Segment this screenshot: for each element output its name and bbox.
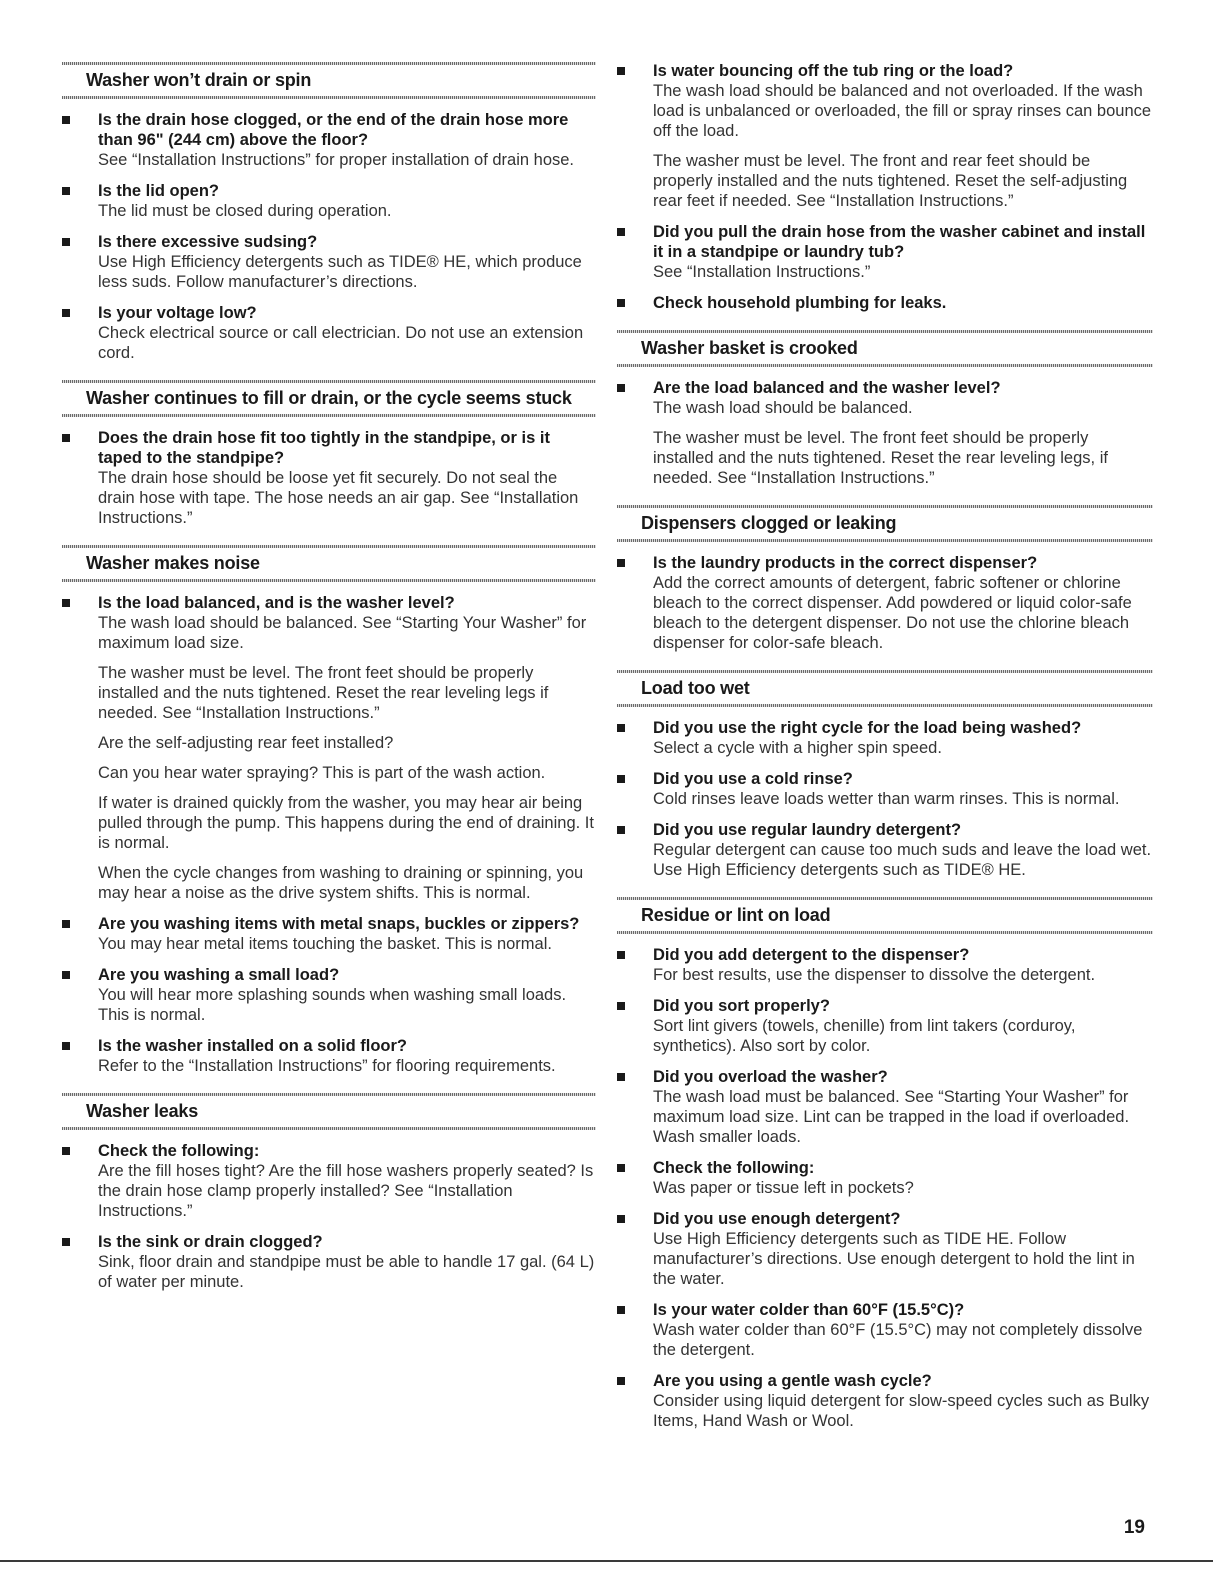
answer-text: Check electrical source or call electrician. Do not use an extension cord. [98,324,584,362]
bullet-icon [617,559,625,567]
right-column [617,62,1153,1448]
list-item [62,1232,596,1292]
troubleshooting-section [62,545,596,1076]
answer-text: Was paper or tissue left in pockets? [653,1179,914,1197]
question-text: Is your water colder than 60°F (15.5°C)? [653,1301,965,1319]
answer-text: See “Installation Instructions.” [653,263,871,281]
question-text: Did you use enough detergent? [653,1210,901,1228]
answer-text: Consider using liquid detergent for slow-speed cycles such as Bulky Items, Hand Wash or Wool. [653,1392,1150,1430]
answer-text: The wash load must be balanced. See “Starting Your Washer” for maximum load size. Lint can be trapped in the load if overloaded. Wash smaller loads. [653,1088,1130,1146]
list-item [617,718,1153,758]
list-item [617,61,1153,211]
answer-text: The washer must be level. The front feet should be properly installed and the nuts tightened. Reset the rear leveling legs if needed. See “Installation Instructions.” [98,664,549,722]
question-text: Are you washing items with metal snaps, buckles or zippers? [98,915,580,933]
list-item [617,1371,1153,1431]
answer-text: The drain hose should be loose yet fit securely. Do not seal the drain hose with tape. The hose needs an air gap. See “Installation Instructions.” [98,469,579,527]
bullet-icon [62,309,70,317]
section-header [62,545,596,582]
list-item [617,222,1153,282]
answer-text: Cold rinses leave loads wetter than warm rinses. This is normal. [653,790,1120,808]
list-item [62,303,596,363]
bullet-icon [62,187,70,195]
question-text: Is the lid open? [98,182,220,200]
question-text: Check household plumbing for leaks. [653,294,947,312]
list-item [617,1158,1153,1198]
answer-text: Use High Efficiency detergents such as TIDE® HE, which produce less suds. Follow manufacturer’s directions. [98,253,582,291]
answer-text: Can you hear water spraying? This is part of the wash action. [98,764,546,782]
troubleshooting-section [617,505,1153,653]
section-title: Washer leaks [86,1101,198,1121]
answer-text: The washer must be level. The front feet should be properly installed and the nuts tightened. Reset the rear leveling legs, if needed. See “Installation Instructions.” [653,429,1108,487]
question-text: Did you add detergent to the dispenser? [653,946,970,964]
bullet-icon [617,1306,625,1314]
list-item [617,769,1153,809]
answer-text: For best results, use the dispenser to dissolve the detergent. [653,966,1096,984]
bullet-icon [617,228,625,236]
troubleshooting-section [617,897,1153,1431]
section-title: Washer won’t drain or spin [86,70,312,90]
bullet-icon [617,299,625,307]
answer-text: The wash load should be balanced. [653,399,913,417]
list-item [62,914,596,954]
list-item [617,996,1153,1056]
question-text: Is the sink or drain clogged? [98,1233,323,1251]
section-items [617,542,1153,653]
bullet-icon [62,1238,70,1246]
bullet-icon [62,920,70,928]
troubleshooting-section [617,330,1153,488]
answer-text: See “Installation Instructions” for proper installation of drain hose. [98,151,575,169]
bullet-icon [617,775,625,783]
list-item [62,965,596,1025]
bullet-icon [617,951,625,959]
answer-text: The wash load should be balanced and not overloaded. If the wash load is unbalanced or overloaded, the fill or spray rinses can bounce off the load. [653,82,1152,140]
section-header [62,1093,596,1130]
question-text: Check the following: [653,1159,815,1177]
answer-text: The wash load should be balanced. See “Starting Your Washer” for maximum load size. [98,614,587,652]
troubleshooting-section [62,62,596,363]
question-text: Is the washer installed on a solid floor? [98,1037,407,1055]
list-item [617,293,1153,313]
bullet-icon [62,1042,70,1050]
question-text: Are you washing a small load? [98,966,340,984]
bottom-rule [0,1560,1213,1562]
section-items [62,1130,596,1292]
question-text: Did you pull the drain hose from the washer cabinet and install it in a standpipe or laundry tub? [653,223,1146,261]
question-text: Did you use a cold rinse? [653,770,853,788]
question-text: Does the drain hose fit too tightly in the standpipe, or is it taped to the standpipe? [98,429,550,467]
bullet-icon [617,1377,625,1385]
answer-text: The washer must be level. The front and rear feet should be properly installed and the nuts tightened. Reset the self-adjusting rear feet if needed. See “Installation Instructions.” [653,152,1128,210]
list-item [62,1141,596,1221]
list-item [617,1067,1153,1147]
bullet-icon [617,1215,625,1223]
bullet-icon [62,1147,70,1155]
bullet-icon [617,1073,625,1081]
list-item [617,945,1153,985]
question-text: Did you use the right cycle for the load being washed? [653,719,1082,737]
section-title: Residue or lint on load [641,905,831,925]
answer-text: Sort lint givers (towels, chenille) from lint takers (corduroy, synthetics). Also sort by color. [653,1017,1076,1055]
bullet-icon [617,1002,625,1010]
list-item [617,1209,1153,1289]
question-text: Is the drain hose clogged, or the end of the drain hose more than 96" (244 cm) above the floor? [98,111,569,149]
question-text: Is there excessive sudsing? [98,233,318,251]
bullet-icon [62,238,70,246]
bullet-icon [62,599,70,607]
section-items [617,707,1153,880]
section-header [617,670,1153,707]
bullet-icon [617,826,625,834]
list-item [62,181,596,221]
question-text: Did you sort properly? [653,997,830,1015]
bullet-icon [617,384,625,392]
troubleshooting-section [62,1093,596,1292]
bullet-icon [62,434,70,442]
answer-text: Regular detergent can cause too much suds and leave the load wet. Use High Efficiency detergents such as TIDE® HE. [653,841,1152,879]
troubleshooting-section [62,380,596,528]
question-text: Check the following: [98,1142,260,1160]
bullet-icon [617,67,625,75]
section-items [617,934,1153,1431]
bullet-icon [62,971,70,979]
list-item [617,378,1153,488]
section-header [617,330,1153,367]
answer-text: Use High Efficiency detergents such as TIDE HE. Follow manufacturer’s directions. Use enough detergent to hold the lint in the water. [653,1230,1135,1288]
answer-text: Refer to the “Installation Instructions” for flooring requirements. [98,1057,556,1075]
answer-text: Select a cycle with a higher spin speed. [653,739,942,757]
answer-text: Wash water colder than 60°F (15.5°C) may not completely dissolve the detergent. [653,1321,1143,1359]
answer-text: The lid must be closed during operation. [98,202,392,220]
answer-text: Are the fill hoses tight? Are the fill hose washers properly seated? Is the drain hose clamp properly installed? See “Installation Instructions.” [98,1162,594,1220]
list-item [62,110,596,170]
question-text: Is your voltage low? [98,304,257,322]
question-text: Are you using a gentle wash cycle? [653,1372,932,1390]
section-title: Dispensers clogged or leaking [641,513,897,533]
section-header [62,62,596,99]
page-number: 19 [1123,1517,1145,1538]
question-text: Did you use regular laundry detergent? [653,821,962,839]
answer-text: You will hear more splashing sounds when washing small loads. This is normal. [98,986,567,1024]
list-item [617,820,1153,880]
bullet-icon [617,724,625,732]
list-item [62,428,596,528]
answer-text: You may hear metal items touching the basket. This is normal. [98,935,552,953]
section-title: Washer basket is crooked [641,338,858,358]
question-text: Is water bouncing off the tub ring or the load? [653,62,1014,80]
continued-items [617,61,1153,313]
section-header [617,897,1153,934]
list-item [617,553,1153,653]
answer-text: If water is drained quickly from the washer, you may hear air being pulled through the pump. This happens during the end of draining. It is normal. [98,794,594,852]
bullet-icon [62,116,70,124]
section-title: Washer makes noise [86,553,260,573]
section-title: Washer continues to fill or drain, or the cycle seems stuck [86,388,572,408]
bullet-icon [617,1164,625,1172]
section-items [62,417,596,528]
answer-text: When the cycle changes from washing to draining or spinning, you may hear a noise as the drive system shifts. This is normal. [98,864,584,902]
troubleshooting-section [617,670,1153,880]
answer-text: Add the correct amounts of detergent, fabric softener or chlorine bleach to the correct dispenser. Add powdered or liquid color-safe bleach to the detergent dispenser. Do not use the chlorine bleach dispenser for color-safe bleach. [653,574,1132,652]
section-items [62,582,596,1076]
list-item [62,232,596,292]
answer-text: Sink, floor drain and standpipe must be able to handle 17 gal. (64 L) of water per minute. [98,1253,595,1291]
question-text: Are the load balanced and the washer level? [653,379,1001,397]
list-item [62,593,596,903]
left-column [62,62,596,1309]
section-items [62,99,596,363]
answer-text: Are the self-adjusting rear feet installed? [98,734,394,752]
list-item [62,1036,596,1076]
list-item [617,1300,1153,1360]
question-text: Is the laundry products in the correct dispenser? [653,554,1038,572]
section-items [617,367,1153,488]
question-text: Did you overload the washer? [653,1068,888,1086]
section-title: Load too wet [641,678,750,698]
section-header [617,505,1153,542]
question-text: Is the load balanced, and is the washer level? [98,594,455,612]
section-header [62,380,596,417]
